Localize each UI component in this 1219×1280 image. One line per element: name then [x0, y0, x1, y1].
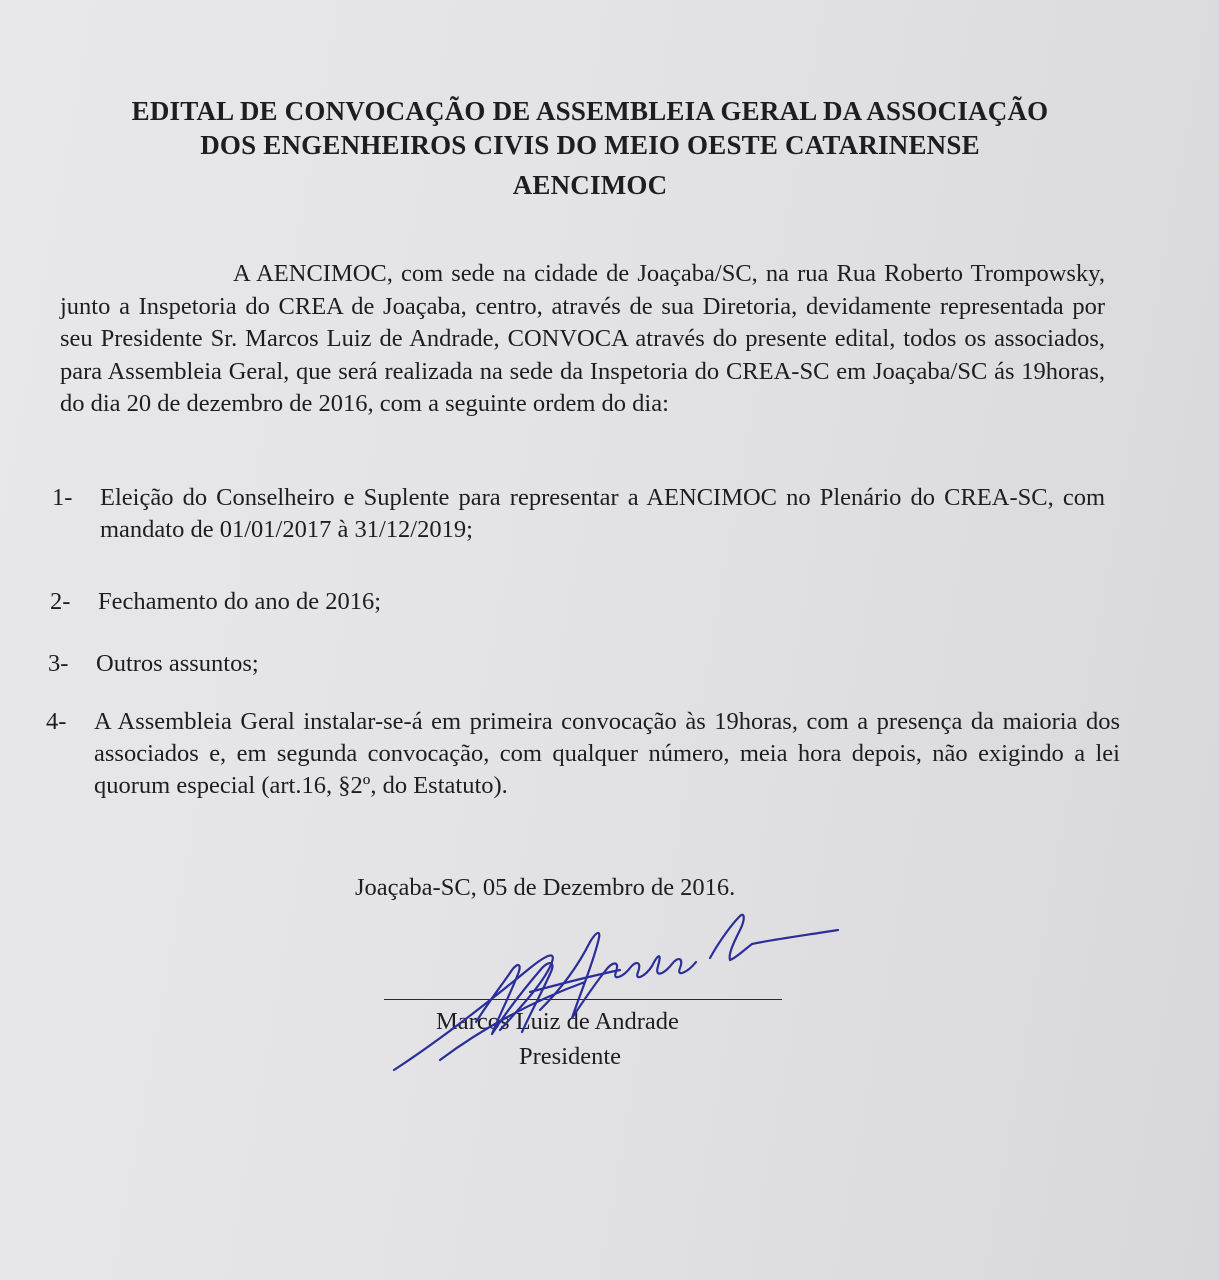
- place-date: Joaçaba-SC, 05 de Dezembro de 2016.: [355, 874, 736, 901]
- signer-role: Presidente: [519, 1043, 622, 1070]
- agenda-item-number: 3-: [48, 650, 69, 677]
- agenda-item-text: Fechamento do ano de 2016;: [98, 588, 382, 615]
- signer-name: Marcos Luiz de Andrade: [436, 1008, 679, 1035]
- body-paragraph: A AENCIMOC, com sede na cidade de Joaçaba/SC, na rua Rua Roberto Trompowsky, junto a Inspetoria do CREA de Joaçaba, centro, através de sua Diretoria, devidamente representada por seu Presidente Sr. Marcos Luiz de Andrade, CONVOCA através do presente edital, todos os associados, para Assembleia Geral, que será realizada na sede da Inspetoria do CREA-SC em Joaçaba/SC ás 19horas, do dia 20 de dezembro de 2016, com a seguinte ordem do dia:: [60, 260, 1105, 417]
- title-line-1: EDITAL DE CONVOCAÇÃO DE ASSEMBLEIA GERAL DA ASSOCIAÇÃO: [131, 96, 1049, 126]
- agenda-item-number: 2-: [50, 588, 71, 615]
- agenda-item-text: Outros assuntos;: [96, 650, 259, 677]
- handwritten-signature: [380, 910, 860, 1080]
- agenda-item-number: 4-: [46, 708, 67, 735]
- agenda-item-text: A Assembleia Geral instalar-se-á em primeira convocação às 19horas, com a presença da maioria dos associados e, em segunda convocação, com qualquer número, meia hora depois, não exigindo a lei quorum especial (art.16, §2º, do Estatuto).: [94, 708, 1120, 799]
- agenda-item-number: 1-: [52, 484, 73, 511]
- title-line-2: DOS ENGENHEIROS CIVIS DO MEIO OESTE CATARINENSE: [200, 130, 980, 160]
- title-line-3: AENCIMOC: [512, 170, 668, 200]
- agenda-item-text: Eleição do Conselheiro e Suplente para representar a AENCIMOC no Plenário do CREA-SC, com mandato de 01/01/2017 à 31/12/2019;: [100, 484, 1105, 543]
